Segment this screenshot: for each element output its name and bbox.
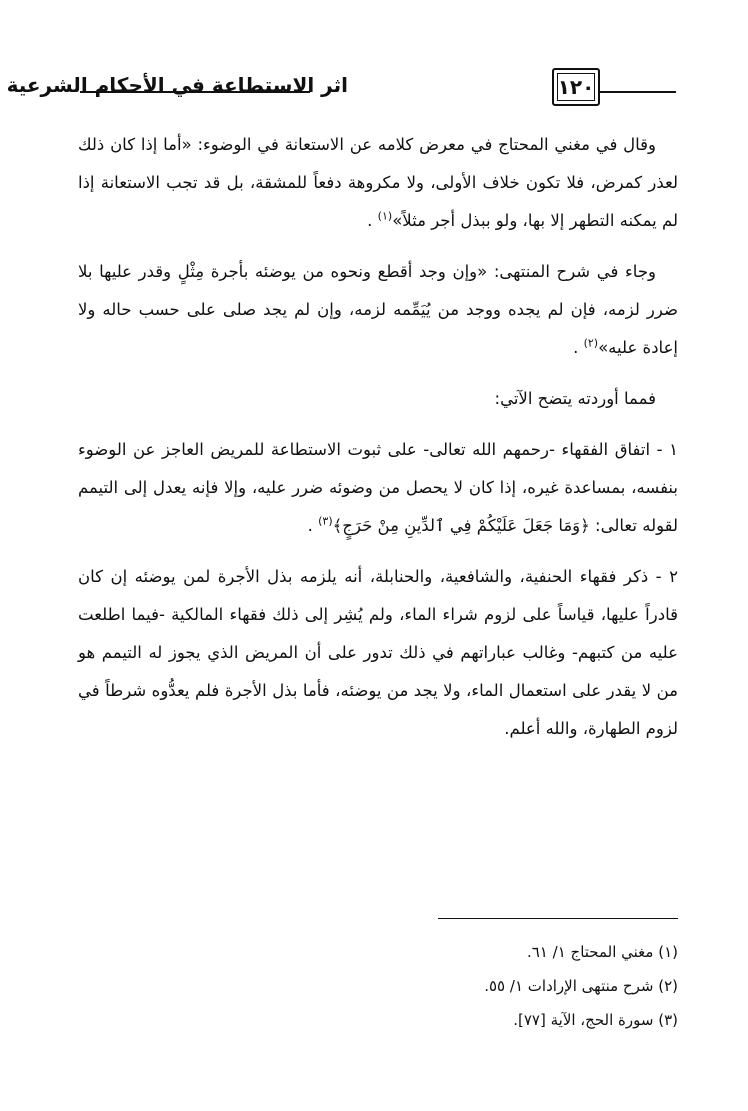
footnote-3: (٣) سورة الحج، الآية [٧٧]. [513,1011,678,1029]
paragraph-2-text: وجاء في شرح المنتهى: «وإن وجد أقطع ونحوه من يوضئه بأجرة مِثْلٍ وقدر عليها بلا ضرر لزمه، فإن لم يجده ووجد من يُيَمِّمه لزمه، وإن لم يجد صلى على حسب حاله ولا إعادة عليه» [78,262,678,357]
paragraph-1-end: . [367,211,373,230]
footnote-ref-1: (١) [377,209,393,223]
paragraph-4-text: ١ - اتفاق الفقهاء -رحمهم الله تعالى- على ثبوت الاستطاعة للمريض العاجز عن الوضوء بنفسه، بمساعدة غيره، إذا كان لا يحصل من وضوئه ضرر عليه، وإلا فإنه يعدل إلى التيمم لقوله تعالى: ﴿وَمَا جَعَلَ عَلَيْكُمْ فِي ٱلدِّينِ مِنْ حَرَجٍ﴾ [78,440,678,535]
header-title: اثر الاستطاعة في الأحكام الشرعية [6,73,348,97]
footnote-1: (١) مغني المحتاج ١/ ٦١. [526,943,678,961]
paragraph-1 [78,126,678,240]
paragraph-3: فمما أوردته يتضح الآتي: [494,389,656,408]
running-header [0,62,748,112]
paragraph-2 [78,253,678,367]
body-text [78,126,678,761]
footnote-ref-3: (٣) [318,514,333,528]
paragraph-5: ٢ - ذكر فقهاء الحنفية، والشافعية، والحنابلة، أنه يلزمه بذل الأجرة لمن يوضئه إن كان قادراً عليها، قياساً على لزوم شراء الماء، ولم يُشِر إلى ذلك فقهاء المالكية -فيما اطلعت عليه من كتبهم- وغالب عباراتهم في ذلك تدور على أن المريض الذي يجوز له التيمم هو من لا يقدر على استعمال الماء، ولا يجد من يوضئه، فأما بذل الأجرة فلم يعدُّوه شرطاً في لزوم الطهارة، والله أعلم. [78,567,678,738]
paragraph-4 [78,431,678,545]
footnote-ref-2: (٢) [583,336,599,350]
paragraph-1-text: وقال في مغني المحتاج في معرض كلامه عن الاستعانة في الوضوء: «أما إذا كان ذلك لعذر كمرض، فلا تكون خلاف الأولى، ولا مكروهة دفعاً للمشقة، بل قد تجب الاستعانة إذا لم يمكنه التطهر إلا بها، ولو ببذل أجر مثلاً» [78,135,678,230]
page-number: ١٢٠ [552,68,600,106]
footnote-separator [438,918,678,919]
header-rule-right [598,91,676,93]
paragraph-2-end: . [573,338,579,357]
footnotes [78,935,678,1037]
paragraph-4-end: . [307,516,313,535]
footnote-2: (٢) شرح منتهى الإرادات ١/ ٥٥. [484,977,678,995]
